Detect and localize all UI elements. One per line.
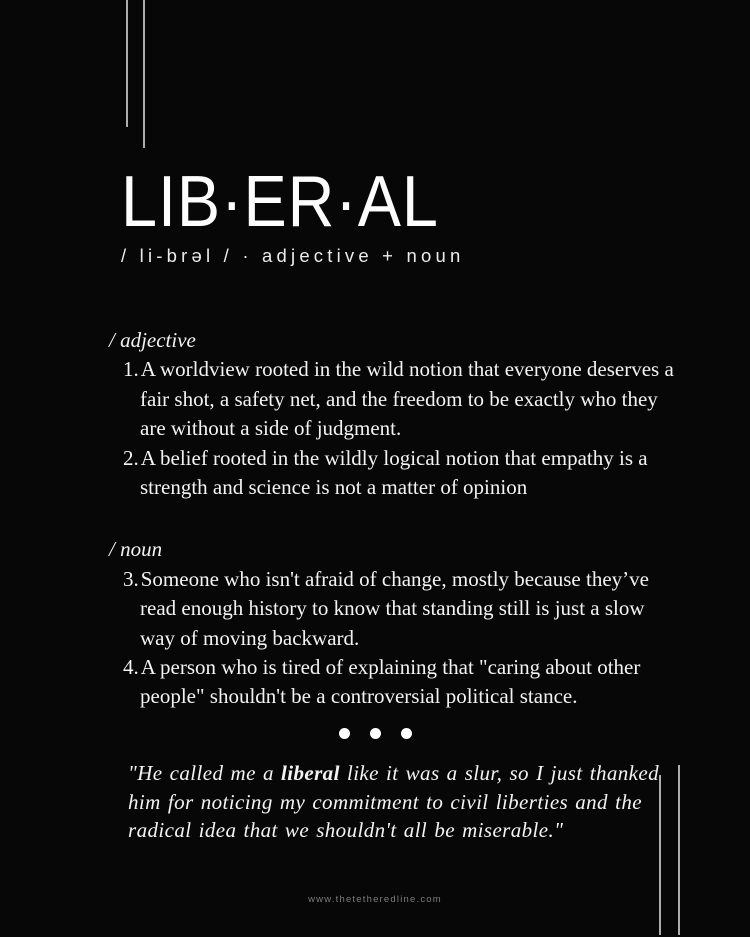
item-number: 2. [123, 445, 139, 470]
decorative-line-top-left-2 [143, 0, 145, 148]
decorative-line-bottom-right-2 [678, 765, 680, 935]
separator-dot [339, 728, 350, 739]
definition-item [123, 355, 679, 443]
item-text: Someone who isn't afraid of change, mostly because they’ve read enough history to know that standing still is just a slow way of moving backward. [140, 566, 649, 650]
item-text: A worldview rooted in the wild notion that everyone deserves a fair shot, a safety net, and the freedom to be exactly who they are without a side of judgment. [140, 357, 674, 441]
decorative-line-top-left-1 [126, 0, 128, 127]
item-number: 1. [123, 357, 139, 382]
item-text: A person who is tired of explaining that "caring about other people" shouldn't be a controversial political stance. [140, 655, 641, 709]
quote-suffix: like it was a slur, so I just thanked him for noticing my commitment to civil liberties and the radical idea that we shouldn't all be miserable." [128, 761, 660, 843]
item-number: 4. [123, 655, 139, 680]
quote-highlight: liberal [281, 761, 340, 785]
definition-item [123, 653, 679, 712]
word-title: LIB·ER·AL [121, 162, 439, 242]
separator-dot [370, 728, 381, 739]
definition-item [123, 444, 679, 503]
pronunciation-line: / li-brəl / · adjective + noun [121, 245, 465, 266]
separator-dots [0, 728, 750, 739]
quote-text [128, 759, 673, 845]
title-block [121, 162, 474, 267]
item-number: 3. [123, 566, 139, 591]
quote-prefix: "He called me a [128, 761, 282, 785]
section-label-noun: / noun [109, 537, 163, 562]
separator-dot [401, 728, 412, 739]
website-url: www.thetetheredline.com [308, 894, 442, 905]
definition-item [123, 565, 679, 653]
section-label-adjective: / adjective [109, 328, 196, 352]
section-noun [109, 535, 679, 711]
section-adjective [109, 326, 679, 502]
item-text: A belief rooted in the wildly logical notion that empathy is a strength and science is not a matter of opinion [140, 445, 648, 500]
definitions [109, 326, 679, 712]
